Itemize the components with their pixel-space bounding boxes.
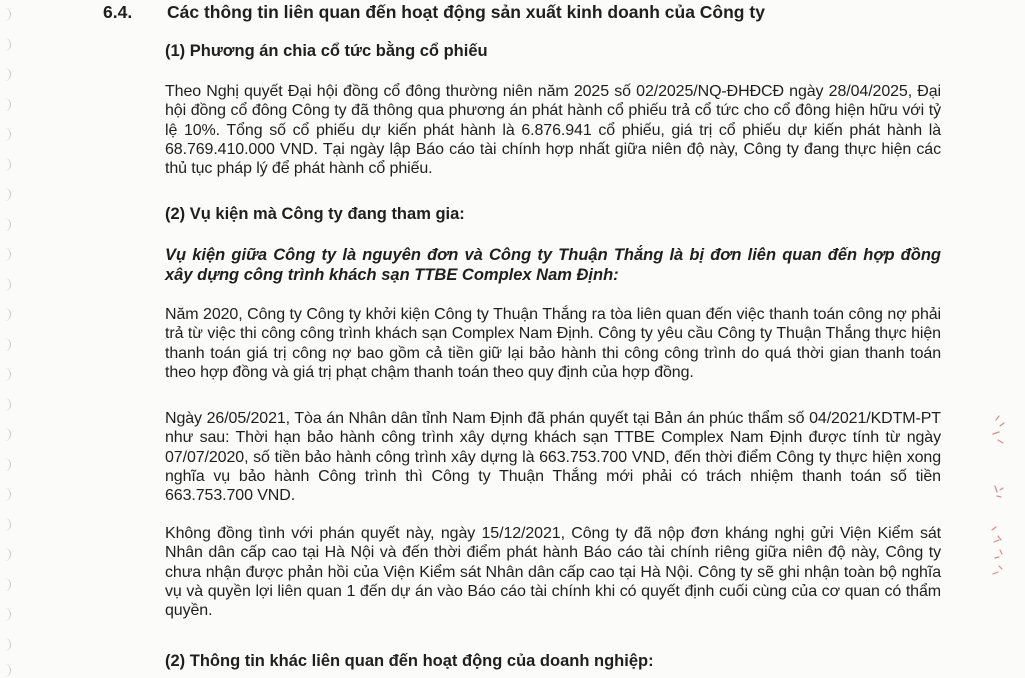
lawsuit-paragraph-1: Năm 2020, Công ty Công ty khởi kiện Công ty Thuận Thắng ra tòa liên quan đến việc thanh toán công nợ phải trả từ việc thi công công trình khách sạn Complex Nam Định. Công ty yêu cầu Công ty Thuận Thắng thực hiện thanh toán giá trị công nợ bao gồm cả tiền giữ lại bảo hành thi công công trình do quá thời gian thanh toán theo hợp đồng và giá trị phạt chậm thanh toán theo quy định của hợp đồng.: [165, 306, 941, 381]
section-title: Các thông tin liên quan đến hoạt động sản xuất kinh doanh của Công ty: [167, 2, 765, 22]
red-stamp-marks: [978, 400, 1018, 590]
other-info-heading: (2) Thông tin khác liên quan đến hoạt động của doanh nghiệp:: [165, 652, 654, 670]
section-heading: [103, 2, 765, 23]
binding-edge-marks: [0, 0, 14, 678]
section-number: 6.4.: [103, 2, 133, 22]
lawsuit-lead: Vụ kiện giữa Công ty là nguyên đơn và Công ty Thuận Thắng là bị đơn liên quan đến hợp đồng xây dựng công trình khách sạn TTBE Complex Nam Định:: [165, 246, 941, 284]
lawsuit-paragraph-3: Không đồng tình với phán quyết này, ngày 15/12/2021, Công ty đã nộp đơn kháng nghị gửi Viện Kiểm sát Nhân dân cấp cao tại Hà Nội và đến thời điểm phát hành Báo cáo tài chính riêng giữa niên độ này, Công ty chưa nhận được phản hồi của Viện Kiểm sát Nhân dân cấp cao tại Hà Nội. Công ty sẽ ghi nhận toàn bộ nghĩa vụ và quyền lợi liên quan 1 đến dự án vào Báo cáo tài chính khi có quyết định cuối cùng của cơ quan có thẩm quyền.: [165, 525, 941, 620]
lawsuit-paragraph-2: Ngày 26/05/2021, Tòa án Nhân dân tỉnh Nam Định đã phán quyết tại Bản án phúc thẩm số 04/2021/KDTM-PT như sau: Thời hạn bảo hành công trình xây dựng khách sạn TTBE Complex Nam Định được tính từ ngày 07/07/2020, số tiền bảo hành công trình xây dựng là 663.753.700 VND, đến thời điểm Công ty thực hiện xong nghĩa vụ bảo hành Công trình thì Công ty Thuận Thắng mới phải có trách nhiệm thanh toán số tiền 663.753.700 VND.: [165, 410, 941, 505]
lawsuit-heading: (2) Vụ kiện mà Công ty đang tham gia:: [165, 205, 465, 223]
dividend-plan-paragraph: Theo Nghị quyết Đại hội đồng cổ đông thường niên năm 2025 số 02/2025/NQ-ĐHĐCĐ ngày 28/04/2025, Đại hội đồng cổ đông Công ty đã thông qua phương án phát hành cổ phiếu trả cổ tức cho cổ đông hiện hữu với tỷ lệ 10%. Tổng số cổ phiếu dự kiến phát hành là 6.876.941 cổ phiếu, giá trị cổ phiếu dự kiến phát hành là 68.769.410.000 VND. Tại ngày lập Báo cáo tài chính hợp nhất giữa niên độ này, Công ty đang thực hiện các thủ tục pháp lý để phát hành cổ phiếu.: [165, 83, 941, 178]
dividend-plan-heading: (1) Phương án chia cổ tức bằng cổ phiếu: [165, 42, 488, 60]
